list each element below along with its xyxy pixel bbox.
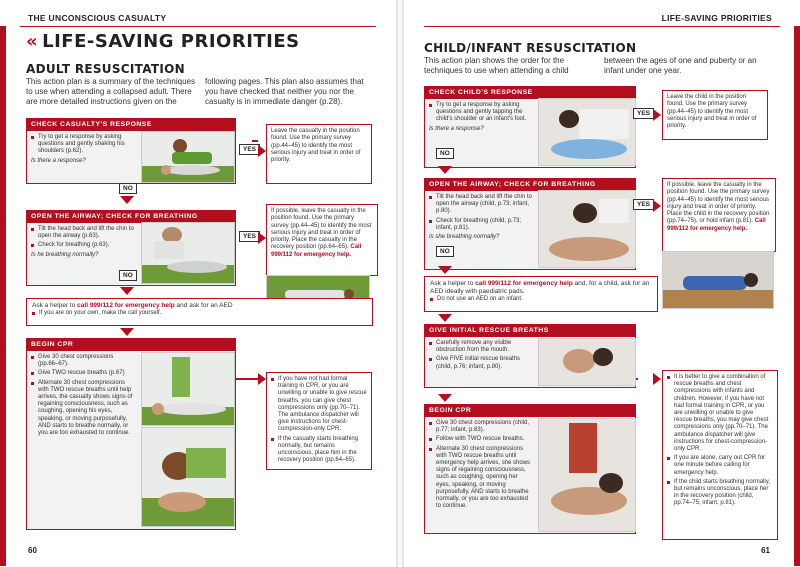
left-accent-bar: [0, 26, 6, 566]
helper-emphasis: call 999/112 for emergency help: [475, 280, 573, 287]
right-accent-bar: [794, 26, 800, 566]
intro-col2: following pages. This plan also assumes that you have checked that neither you nor the casualty is in immediate danger (p.28).: [205, 77, 364, 106]
running-head-right: [404, 0, 800, 30]
step-header: CHECK CASUALTY'S RESPONSE: [27, 119, 235, 131]
section-title-child: CHILD/INFANT RESUSCITATION: [424, 41, 637, 55]
step-bullet: Tilt the head back and lift the chin to open the airway (child, p.73; infant, p.80).: [429, 194, 533, 216]
cpr-arrow-stem: [636, 378, 638, 380]
photo-child-recovery-position: [662, 251, 774, 309]
right-arrow-icon: [258, 232, 266, 244]
page-number: 60: [28, 546, 37, 555]
side-bullet: If you have not had formal training in CPR, or you are unwilling or unable to give rescue breaths, you can give chest compressions only (pp.70–71). The ambulance dispatcher will give instructions for chest-compression-only CPR.: [271, 376, 367, 434]
running-rule: [20, 26, 376, 27]
intro-col1: This action plan is a summary of the techniques to use when attending a collapsed adult. There are more detailed instructions given on the: [26, 77, 195, 106]
side-text-emphasis: Call 999/112 for emergency help.: [667, 218, 766, 232]
side-text-emphasis: Call 999/112 for emergency help.: [271, 244, 362, 258]
side-bullet: If the child starts breathing normally, but remains unconscious, place her in the recovery position (child, pp.74–75; infant, p.81).: [667, 479, 773, 508]
side-text: If possible, leave the casualty in the position found. Use the primary survey (pp.44–45) to identify the most serious injury and treat in order of priority. Place the child in the recovery position (pp.74–75), or hold infant (p.81).: [667, 182, 770, 225]
step-bullet: Give 30 chest compressions (pp.66–67).: [31, 354, 135, 368]
step-bullet: Follow with TWO rescue breaths.: [429, 436, 533, 443]
page-title: [26, 31, 300, 52]
yes-arrow-stem: [252, 140, 258, 142]
step-bullet: Give FIVE initial rescue breaths (child, p.76; infant, p.80).: [429, 356, 533, 370]
side-box-response-yes: Leave the casualty in the position found. Use the primary survey (pp.44–45) to identify the most serious injury and treat in order of priority.: [266, 124, 372, 184]
side-box-child-response-yes: Leave the child in the position found. Use the primary survey (pp.44–45) to identify the most serious injury and treat in order of priority.: [662, 90, 768, 140]
step-bullet: Alternate 30 chest compressions with TWO rescue breaths until emergency help arrives, she shows signs of regaining consciousness, such as coughing, opening her eyes, speaking, or moving purposefully, AND starts to breathe normally, or you are too exhausted to continue.: [429, 446, 533, 511]
down-arrow-icon: [438, 166, 452, 174]
step-header: OPEN THE AIRWAY; CHECK FOR BREATHING: [425, 179, 635, 191]
side-box-breathing-yes: [266, 204, 378, 276]
down-arrow-icon: [438, 394, 452, 402]
side-box-cpr-notes: [266, 372, 372, 470]
yes-label: YES: [633, 199, 654, 210]
yes-label: YES: [239, 144, 260, 155]
down-arrow-icon: [120, 328, 134, 336]
photo-rescue-breaths: [141, 427, 235, 527]
running-head-text: THE UNCONSCIOUS CASUALTY: [28, 13, 167, 23]
helper-bullet: Do not use an AED on an infant.: [430, 296, 652, 303]
step-bullet: Check for breathing (p.63).: [31, 242, 135, 249]
photo-child-cpr: [538, 418, 636, 532]
section-title-adult: ADULT RESUSCITATION: [26, 62, 185, 76]
step-header: GIVE INITIAL RESCUE BREATHS: [425, 325, 635, 337]
call-helper-box: [26, 298, 373, 326]
side-bullet: If the casualty starts breathing normally, but remains unconscious, place him in the recovery position (pp.64–65).: [271, 436, 367, 465]
double-chevron-icon: «: [26, 31, 39, 52]
call-helper-box: [424, 276, 658, 312]
page-title-text: LIFE-SAVING PRIORITIES: [42, 31, 300, 52]
step-bullet: Try to get a response by asking questions and gently tapping the child's shoulder or an infant's foot.: [429, 102, 529, 124]
down-arrow-icon: [438, 314, 452, 322]
step-header: BEGIN CPR: [27, 339, 235, 351]
step-bullet: Give 30 chest compressions (child, p.77; infant, p.83).: [429, 420, 533, 434]
photo-child-airway: [538, 190, 636, 268]
side-text: If possible, leave the casualty in the position found. Use the primary survey (pp.44–45) to identify the most serious injury and treat in order of priority. Place the casualty in the recovery position (pp.64–65).: [271, 208, 372, 251]
down-arrow-icon: [120, 287, 134, 295]
no-label: NO: [119, 270, 137, 281]
step-question: Is he breathing normally?: [31, 251, 99, 258]
step-header: CHECK CHILD'S RESPONSE: [425, 87, 635, 99]
no-label: NO: [436, 246, 454, 257]
step-bullet: Try to get a response by asking questions and gently shaking his shoulders (p.62).: [31, 134, 129, 156]
down-arrow-icon: [120, 196, 134, 204]
step-bullet: Give TWO rescue breaths (p.67): [31, 370, 135, 377]
step-header: BEGIN CPR: [425, 405, 635, 417]
page-number: 61: [761, 546, 770, 555]
right-arrow-icon: [653, 200, 661, 212]
side-box-child-breathing-yes: [662, 178, 776, 252]
running-rule: [424, 26, 780, 27]
step-question: Is there a response?: [31, 157, 86, 164]
right-page: [404, 0, 800, 567]
right-arrow-icon: [653, 109, 661, 121]
right-arrow-icon: [258, 145, 266, 157]
step-question: Is there a response?: [429, 125, 484, 132]
intro-col1: This action plan shows the order for the techniques to use when attending a child: [424, 56, 569, 75]
right-arrow-icon: [258, 373, 266, 385]
helper-bullet: If you are on your own, make the call yourself.: [32, 310, 367, 317]
yes-label: YES: [239, 231, 260, 242]
helper-text-tail: and ask for an AED: [174, 302, 233, 309]
running-head-left: [0, 0, 396, 30]
step-question: Is she breathing normally?: [429, 234, 500, 241]
photo-chest-compressions: [141, 352, 235, 426]
step-bullet: Carefully remove any visible obstruction from the mouth.: [429, 340, 533, 354]
side-bullet: If you are alone, carry out CPR for one minute before calling for emergency help.: [667, 455, 773, 477]
helper-text: Ask a helper to: [32, 302, 78, 309]
yes-label: YES: [633, 108, 654, 119]
right-arrow-icon: [653, 373, 661, 385]
helper-text: Ask a helper to: [430, 280, 476, 287]
side-bullet: It is better to give a combination of rescue breaths and chest compressions with infants and children. However, if you have not had formal training in CPR, or you are unwilling or unable to give rescue breaths, you may give chest compressions only (pp.70–71). The ambulance dispatcher will give instructions for chest-compression-only CPR.: [667, 374, 773, 453]
no-label: NO: [119, 183, 137, 194]
cpr-arrow-stem: [236, 378, 258, 380]
no-label: NO: [436, 148, 454, 159]
helper-emphasis: call 999/112 for emergency help: [77, 302, 175, 309]
book-gutter: [396, 0, 404, 567]
side-box-child-cpr-notes: [662, 370, 778, 540]
photo-rescue-breaths-child: [538, 338, 636, 386]
photo-check-response: [141, 131, 235, 183]
step-header: OPEN THE AIRWAY; CHECK FOR BREATHING: [27, 211, 235, 223]
photo-open-airway: [141, 222, 235, 284]
photo-child-response: [538, 98, 636, 166]
left-page: [0, 0, 396, 567]
step-bullet: Tilt the head back and lift the chin to open the airway (p.63).: [31, 226, 135, 240]
step-bullet: Check for breathing (child, p.73; infant, p.81).: [429, 218, 533, 232]
intro-col2: between the ages of one and puberty or an infant under one year.: [604, 56, 757, 75]
running-head-text: LIFE-SAVING PRIORITIES: [661, 13, 772, 23]
helper-text-tail: and, for a child, ask for an AED ideally with paediatric pads.: [430, 280, 650, 295]
down-arrow-icon: [438, 266, 452, 274]
step-bullet: Alternate 30 chest compressions with TWO rescue breaths until help arrives, the casualty shows signs of regaining consciousness, such as coughing, opening his eyes, speaking, or moving purposefully, AND starts to breathe normally, or you are too exhausted to continue.: [31, 380, 135, 438]
